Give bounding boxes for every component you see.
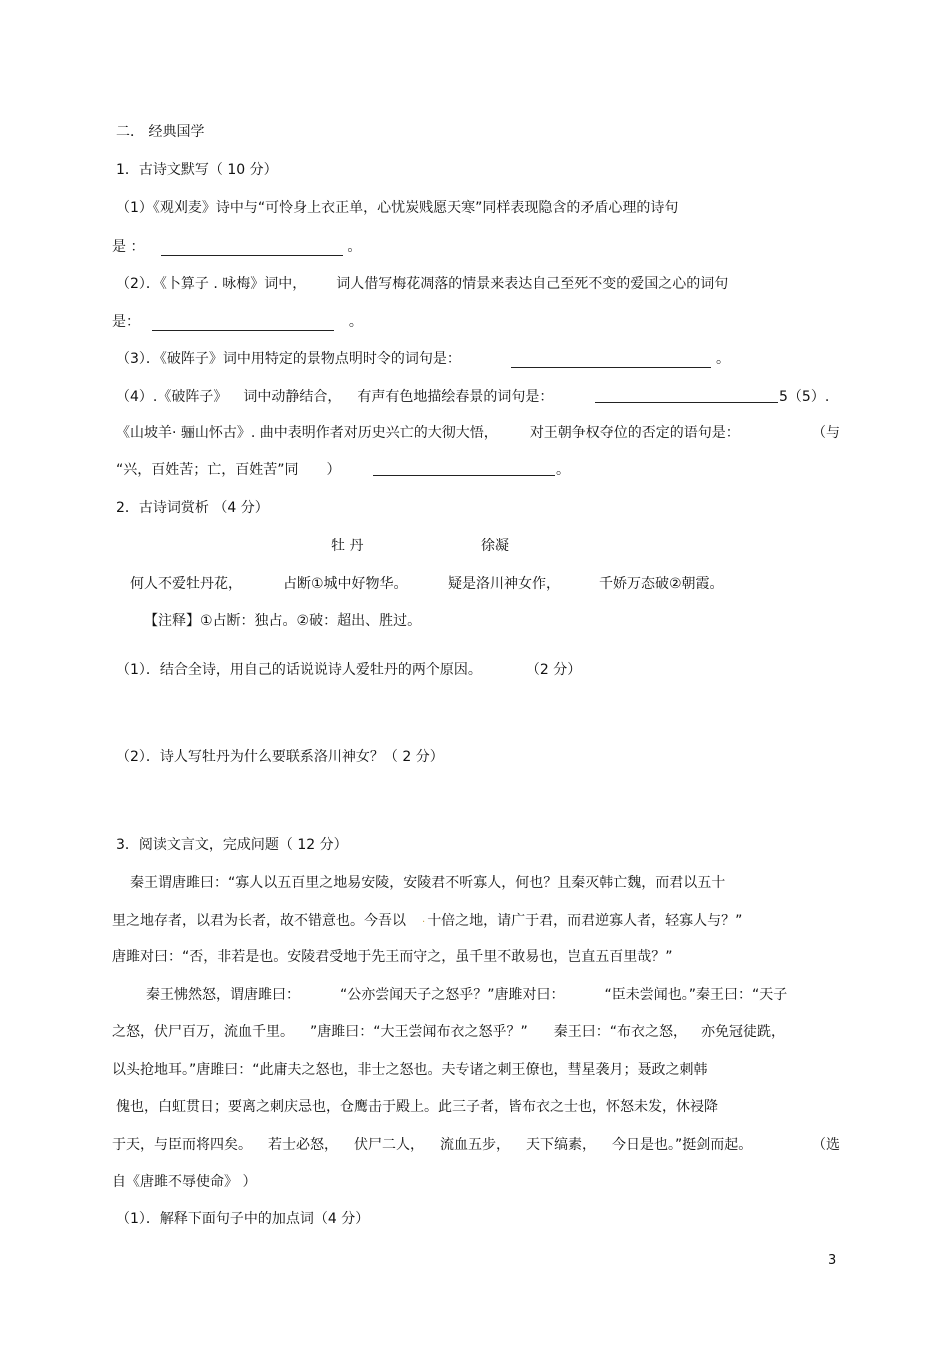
q2-sub1-score: （2 分） [525,662,582,678]
q1-part4-line [116,388,553,406]
q3-text-4b: “公亦尝闻天子之怒乎？”唐雎对曰： [340,987,565,1003]
q3-text-line-4 [146,986,787,1004]
q1-part1-answer-line [112,238,361,256]
q3-text-2a: 里之地存者，以君为长者，故不错意也。今吾以 [112,913,406,929]
q1-part2-a: （2）．《卜算子 . 咏梅》词中， [116,276,307,292]
q3-text-8f: 今日是也。”挺剑而起。 [612,1137,753,1153]
poem-line-3: 疑是洛川神女作， [448,576,560,592]
q3-text-8a: 于天，与臣而将四矣。 [112,1137,252,1153]
q3-heading: 3．阅读文言文，完成问题（ 12 分） [116,837,348,853]
q1-part5-number: 5（5）. [779,389,830,405]
q1-part4-b: 词中动静结合， [243,389,342,405]
q1-part1-text: （1）《观刈麦》诗中与“可怜身上衣正单，心忧炭贱愿天寒”同样表现隐含的矛盾心理的诗句 [116,200,679,216]
q3-text-8d: 流血五步， [440,1137,510,1153]
q1-part5-blank[interactable] [373,461,555,476]
q3-text-4a: 秦王怫然怒，谓唐雎曰： [146,987,300,1003]
q1-part2-period: 。 [348,314,363,330]
q3-text-8g: （选 [812,1137,840,1153]
q1-part2-text [116,275,728,293]
q1-part1-period: 。 [347,239,362,255]
q1-part4-a: （4）.《破阵子》 [116,389,228,405]
q3-text-line-5 [112,1023,785,1041]
q3-text-line-3: 唐雎对曰：“否，非若是也。安陵君受地于先王而守之，虽千里不敢易也，岂直五百里哉？” [112,949,673,965]
q1-part5-c: （与 [812,425,840,441]
q3-text-line-8 [112,1136,752,1154]
q3-text-8e: 天下缟素， [526,1137,596,1153]
q1-part5-close: ） [326,462,341,478]
section-title: 二． 经典国学 [116,124,205,140]
q1-part4-c: 有声有色地描绘春景的词句是： [357,389,554,405]
q3-text-line-6: 以头抢地耳。”唐雎曰：“此庸夫之怒也，非士之怒也。夫专诸之刺王僚也，彗星袭月；聂政之刺韩 [112,1062,708,1078]
q3-text-4c: “臣未尝闻也。”秦王曰：“天子 [604,987,788,1003]
q1-part5-period: 。 [556,462,570,478]
q3-sub1: （1）．解释下面句子中的加点词（4 分） [116,1211,370,1227]
q3-text-2b: 十倍之地，请广于君，而君逆寡人者，轻寡人与？” [427,913,743,929]
q2-sub1 [116,661,581,679]
q1-part5-a: 《山坡羊· 骊山怀古》. 曲中表明作者对历史兴亡的大彻大悟， [116,425,498,441]
q2-heading: 2．古诗词赏析 （4 分） [116,500,269,516]
q1-part5-line2-text: “兴，百姓苦；亡，百姓苦”同 [116,462,299,478]
q1-part5-line2 [116,461,341,479]
q3-text-5a: 之怒，伏尸百万，流血千里。 [112,1024,294,1040]
q1-part2-b: 词人借写梅花凋落的情景来表达自己至死不变的爱国之心的词句 [336,276,729,292]
q3-text-line-1: 秦王谓唐雎曰：“寡人以五百里之地易安陵，安陵君不听寡人，何也？且秦灭韩亡魏，而君以五十 [130,875,726,891]
q1-part2-blank[interactable] [152,316,334,331]
poem-line-1: 何人不爱牡丹花， [130,576,242,592]
q3-text-5d: 亦免冠徒跣， [701,1024,786,1040]
page-number: 3 [828,1253,837,1268]
q2-sub1-text: （1）．结合全诗，用自己的话说说诗人爱牡丹的两个原因。 [116,662,482,678]
q1-part4-blank[interactable] [595,388,778,403]
poem-line-2: 占断①城中好物华。 [283,576,408,592]
q3-text-5c: 秦王曰：“布衣之怒， [553,1024,688,1040]
q1-part3-blank[interactable] [511,353,711,368]
poem-author: 徐凝 [481,538,509,554]
poem-line-4: 千娇万态破②朝霞。 [599,576,724,592]
q1-part3-line [116,350,711,368]
q1-part1-prefix: 是 ： [112,239,145,255]
q3-text-5b: ”唐雎曰：“大王尝闻布衣之怒乎？” [310,1024,528,1040]
q3-source: 自《唐雎不辱使命》 ） [112,1174,257,1190]
poem-title: 牡 丹 [331,538,364,554]
q1-part3-period: 。 [716,351,730,367]
q1-part5-b: 对王朝争权夺位的否定的语句是： [529,425,740,441]
q1-part5-line1 [116,424,740,442]
q1-part3-text: （3）．《破阵子》词中用特定的景物点明时令的词句是： [116,351,461,367]
q3-text-8b: 若士必怒， [268,1137,338,1153]
emphasis-dot-mark: · [422,917,426,928]
poem-note: 【注释】①占断：独占。②破：超出、胜过。 [144,613,422,629]
q2-sub2: （2）．诗人写牡丹为什么要联系洛川神女？（ 2 分） [116,749,444,765]
q1-part1-blank[interactable] [161,241,343,256]
q3-text-8c: 伏尸二人， [354,1137,424,1153]
q3-text-line-2 [112,912,742,932]
q1-heading: 1．古诗文默写（ 10 分） [116,162,278,178]
q1-part2-prefix: 是： [112,314,140,330]
q1-part2-answer-line [112,313,363,331]
q3-text-line-7: 傀也，白虹贯日；要离之刺庆忌也，仓鹰击于殿上。此三子者，皆布衣之士也，怀怒未发，休祲降 [116,1099,718,1115]
